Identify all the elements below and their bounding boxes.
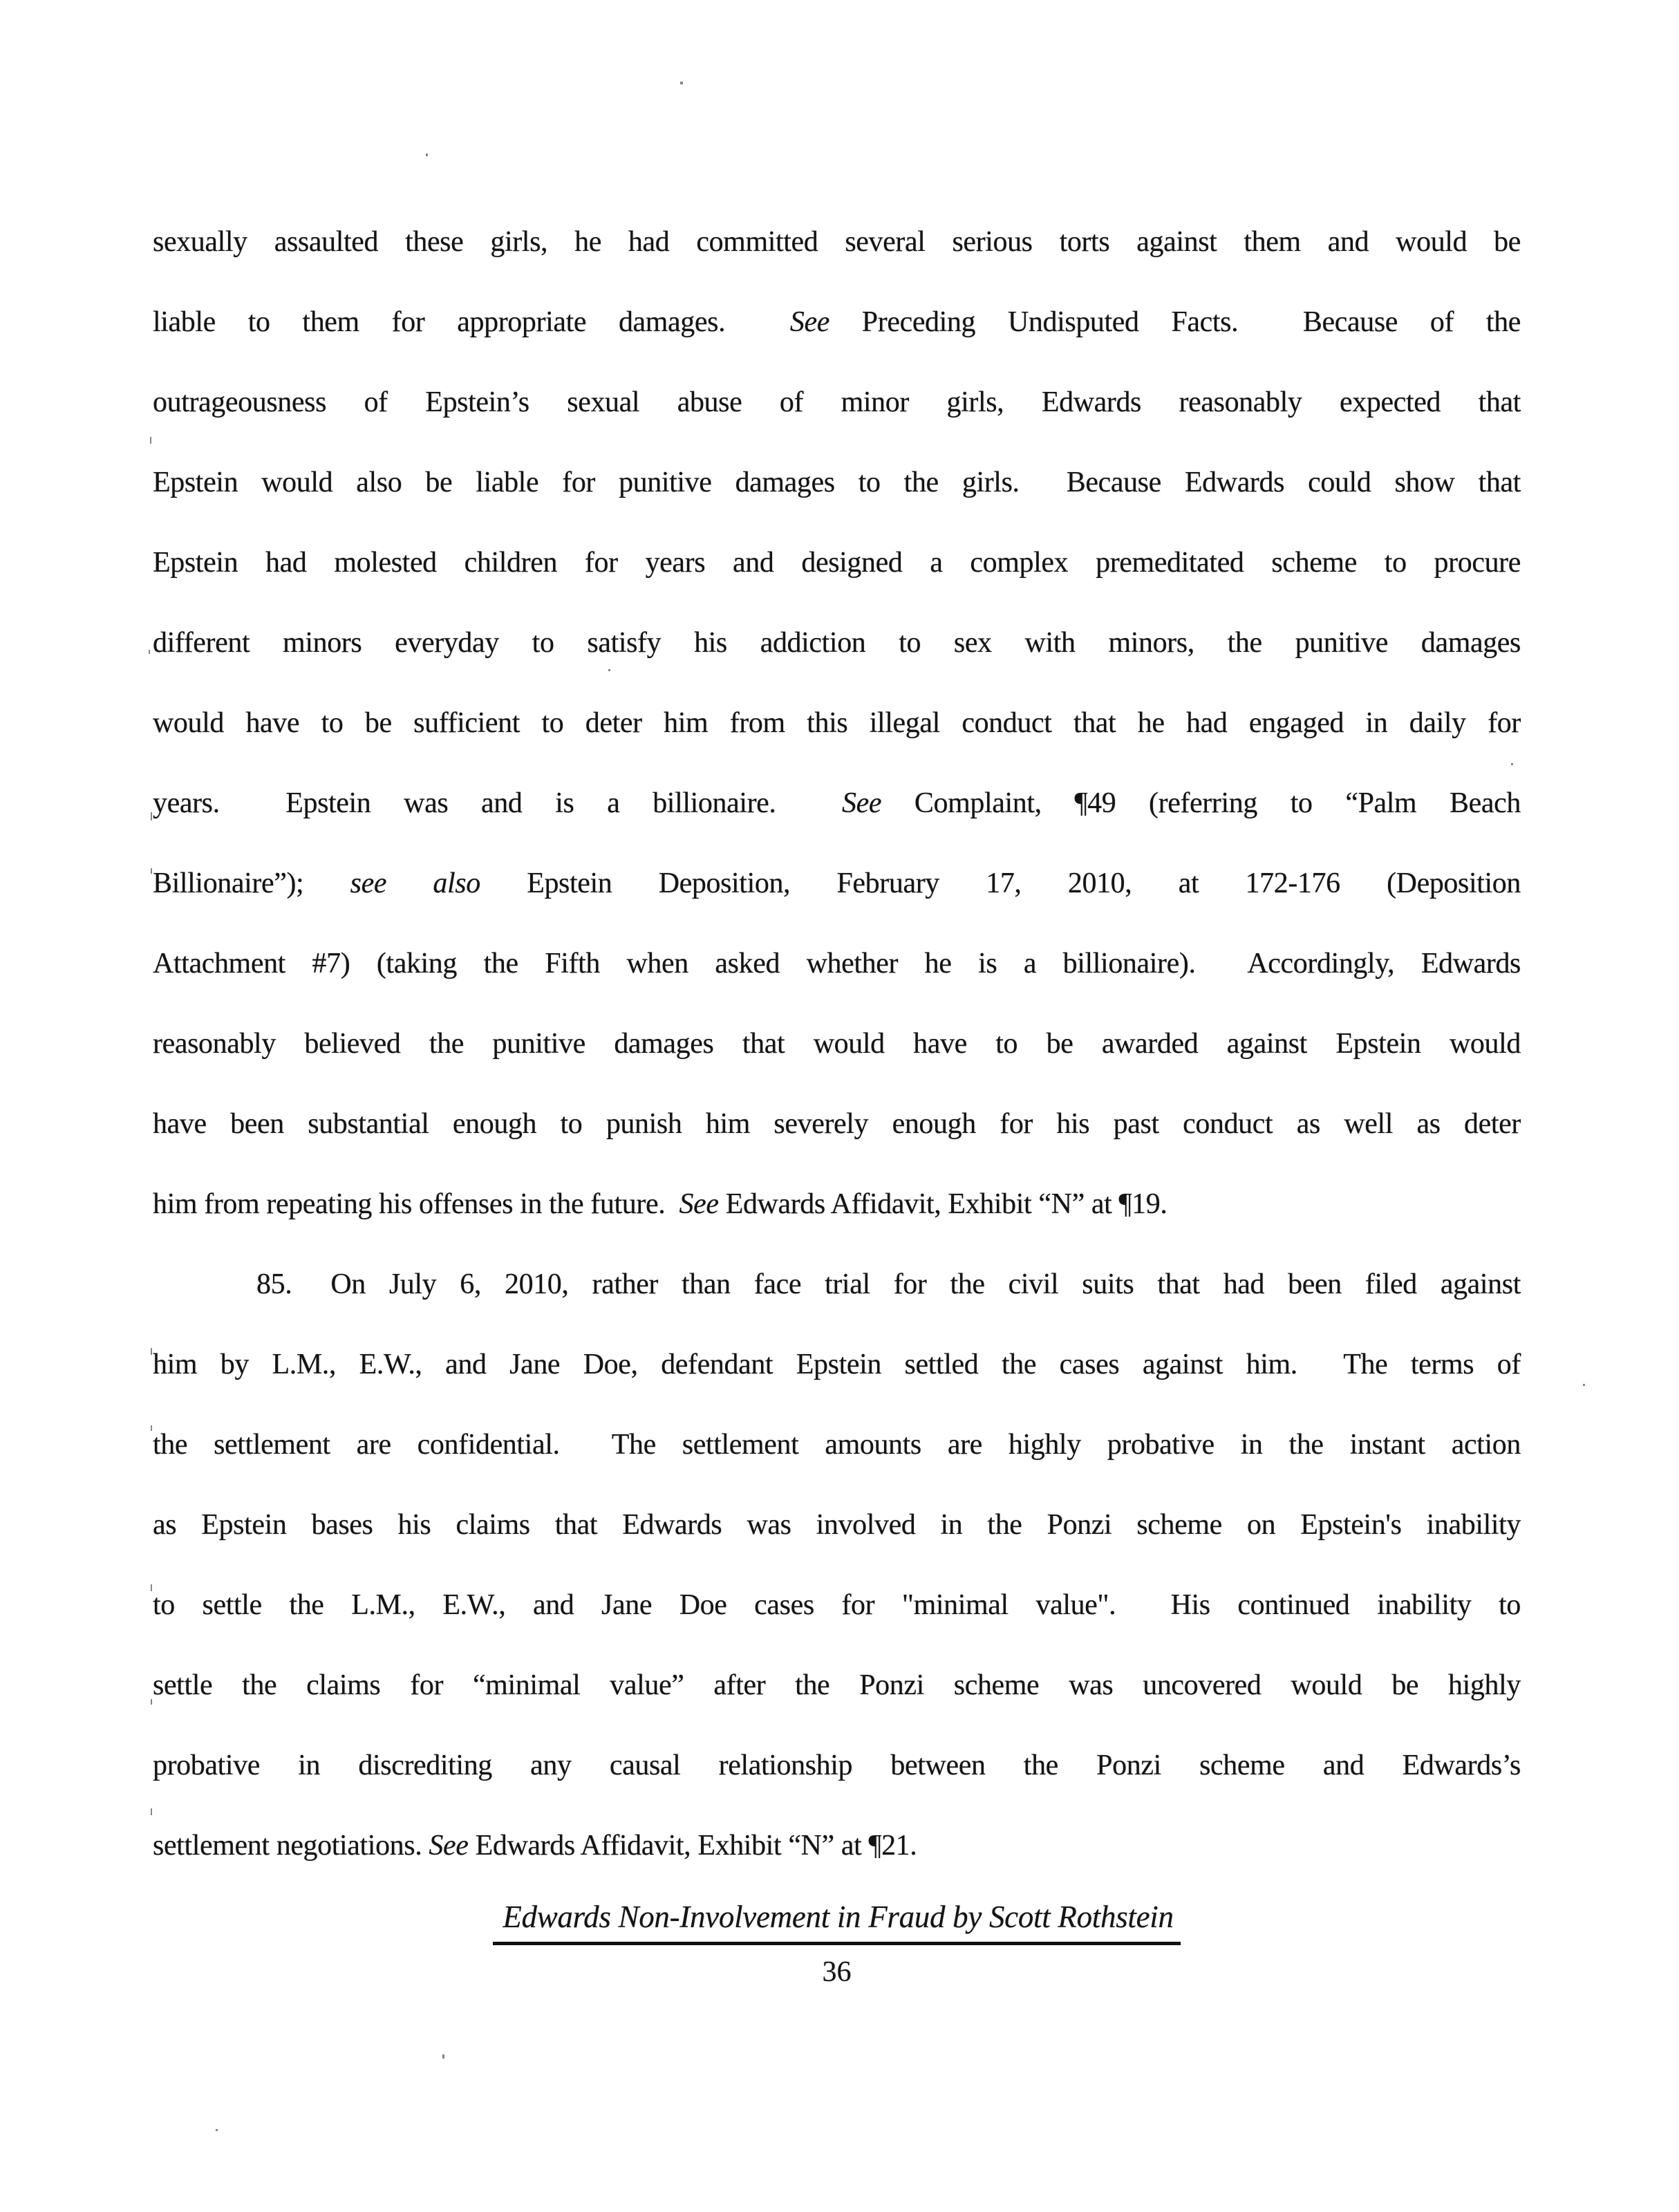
text-segment: liable to them for appropriate damages.: [153, 306, 790, 338]
text-line: [153, 1405, 1521, 1485]
scan-speck: [151, 1348, 152, 1355]
text-segment: probative in discrediting any causal relationship between the Ponzi scheme and Edwards’s: [153, 1750, 1521, 1781]
text-segment: Preceding Undisputed Facts. Because of the: [829, 306, 1521, 338]
section-heading: [153, 1895, 1521, 1946]
text-segment: reasonably believed the punitive damages that would have to be awarded against Epstein would: [153, 1028, 1521, 1060]
text-line: [153, 924, 1521, 1004]
text-segment: See: [679, 1188, 719, 1220]
paragraph-85: [153, 1244, 1521, 1886]
text-segment: 85.: [256, 1268, 292, 1300]
text-segment: Epstein had molested children for years and designed a complex premeditated scheme to procure: [153, 547, 1521, 579]
text-line: [153, 603, 1521, 683]
text-segment: outrageousness of Epstein’s sexual abuse of minor girls, Edwards reasonably expected that: [153, 386, 1521, 418]
scan-speck: [151, 1425, 152, 1431]
text-segment: Edwards Affidavit, Exhibit “N” at ¶19.: [718, 1188, 1167, 1220]
text-line: [153, 1806, 1521, 1886]
text-segment: him by L.M., E.W., and Jane Doe, defendant Epstein settled the cases against him. The terms of: [153, 1349, 1521, 1380]
text-segment: different minors everyday to satisfy his addiction to sex with minors, the punitive damages: [153, 627, 1521, 659]
text-line: [153, 1244, 1521, 1324]
text-line: [153, 1084, 1521, 1164]
text-segment: as Epstein bases his claims that Edwards was involved in the Ponzi scheme on Epstein's inability: [153, 1509, 1521, 1541]
text-segment: the settlement are confidential. The settlement amounts are highly probative in the instant action: [153, 1429, 1521, 1461]
text-line: [153, 763, 1521, 843]
text-segment: years. Epstein was and is a billionaire.: [153, 787, 843, 819]
continuation-paragraph: [153, 202, 1521, 1244]
text-segment: see also: [350, 868, 480, 899]
text-segment: Epstein Deposition, February 17, 2010, at 172-176 (Deposition: [480, 868, 1521, 899]
body-text: [153, 202, 1521, 1886]
scan-speck: [151, 1808, 152, 1815]
text-line: [153, 1324, 1521, 1405]
scan-speck: [680, 82, 683, 84]
text-segment: would have to be sufficient to deter him from this illegal conduct that he had engaged in daily for: [153, 707, 1521, 739]
text-segment: have been substantial enough to punish him severely enough for his past conduct as well as deter: [153, 1108, 1521, 1140]
text-line: [153, 282, 1521, 362]
scan-speck: [150, 437, 151, 444]
scan-speck: [1511, 763, 1513, 765]
text-segment: See: [789, 306, 829, 338]
text-line: [153, 202, 1521, 282]
text-line: [153, 1004, 1521, 1084]
text-segment: Billionaire”);: [153, 868, 350, 899]
text-segment: Epstein would also be liable for punitive damages to the girls. Because Edwards could show that: [153, 467, 1521, 498]
text-segment: See: [429, 1830, 469, 1862]
text-segment: On July 6, 2010, rather than face trial for the civil suits that had been filed against: [330, 1268, 1521, 1300]
text-line: [153, 683, 1521, 763]
text-segment: Complaint, ¶49 (referring to “Palm Beach: [881, 787, 1521, 819]
scan-speck: [149, 650, 150, 654]
text-line: [153, 843, 1521, 924]
text-line: [153, 1164, 1521, 1244]
text-segment: him from repeating his offenses in the future.: [153, 1188, 679, 1220]
page-number: 36: [822, 1956, 852, 1988]
scan-speck: [608, 669, 610, 671]
text-line: [153, 1645, 1521, 1725]
scan-speck: [1583, 1384, 1585, 1386]
section-heading-text: Edwards Non-Involvement in Fraud by Scott Rothstein: [493, 1895, 1180, 1945]
text-line: [153, 1565, 1521, 1645]
text-segment: settlement negotiations.: [153, 1830, 429, 1862]
scan-speck: [151, 1584, 152, 1591]
text-segment: Attachment #7) (taking the Fifth when asked whether he is a billionaire). Accordingly, Edwards: [153, 948, 1521, 980]
text-segment: sexually assaulted these girls, he had committed several serious torts against them and would be: [153, 226, 1521, 258]
text-segment: See: [842, 787, 882, 819]
scan-speck: [151, 1699, 152, 1705]
text-segment: to settle the L.M., E.W., and Jane Doe cases for "minimal value". His continued inability to: [153, 1589, 1521, 1621]
scan-speck: [151, 812, 152, 821]
text-line: [153, 523, 1521, 603]
scan-speck: [426, 153, 428, 156]
text-line: [153, 442, 1521, 523]
scan-speck: [151, 868, 152, 874]
text-line: [153, 362, 1521, 442]
text-line: [153, 1485, 1521, 1565]
text-line: [153, 1725, 1521, 1806]
scan-speck: [442, 2054, 444, 2059]
text-segment: settle the claims for “minimal value” after the Ponzi scheme was uncovered would be highly: [153, 1669, 1521, 1701]
text-segment: Edwards Affidavit, Exhibit “N” at ¶21.: [468, 1830, 917, 1862]
scan-speck: [216, 2129, 218, 2131]
